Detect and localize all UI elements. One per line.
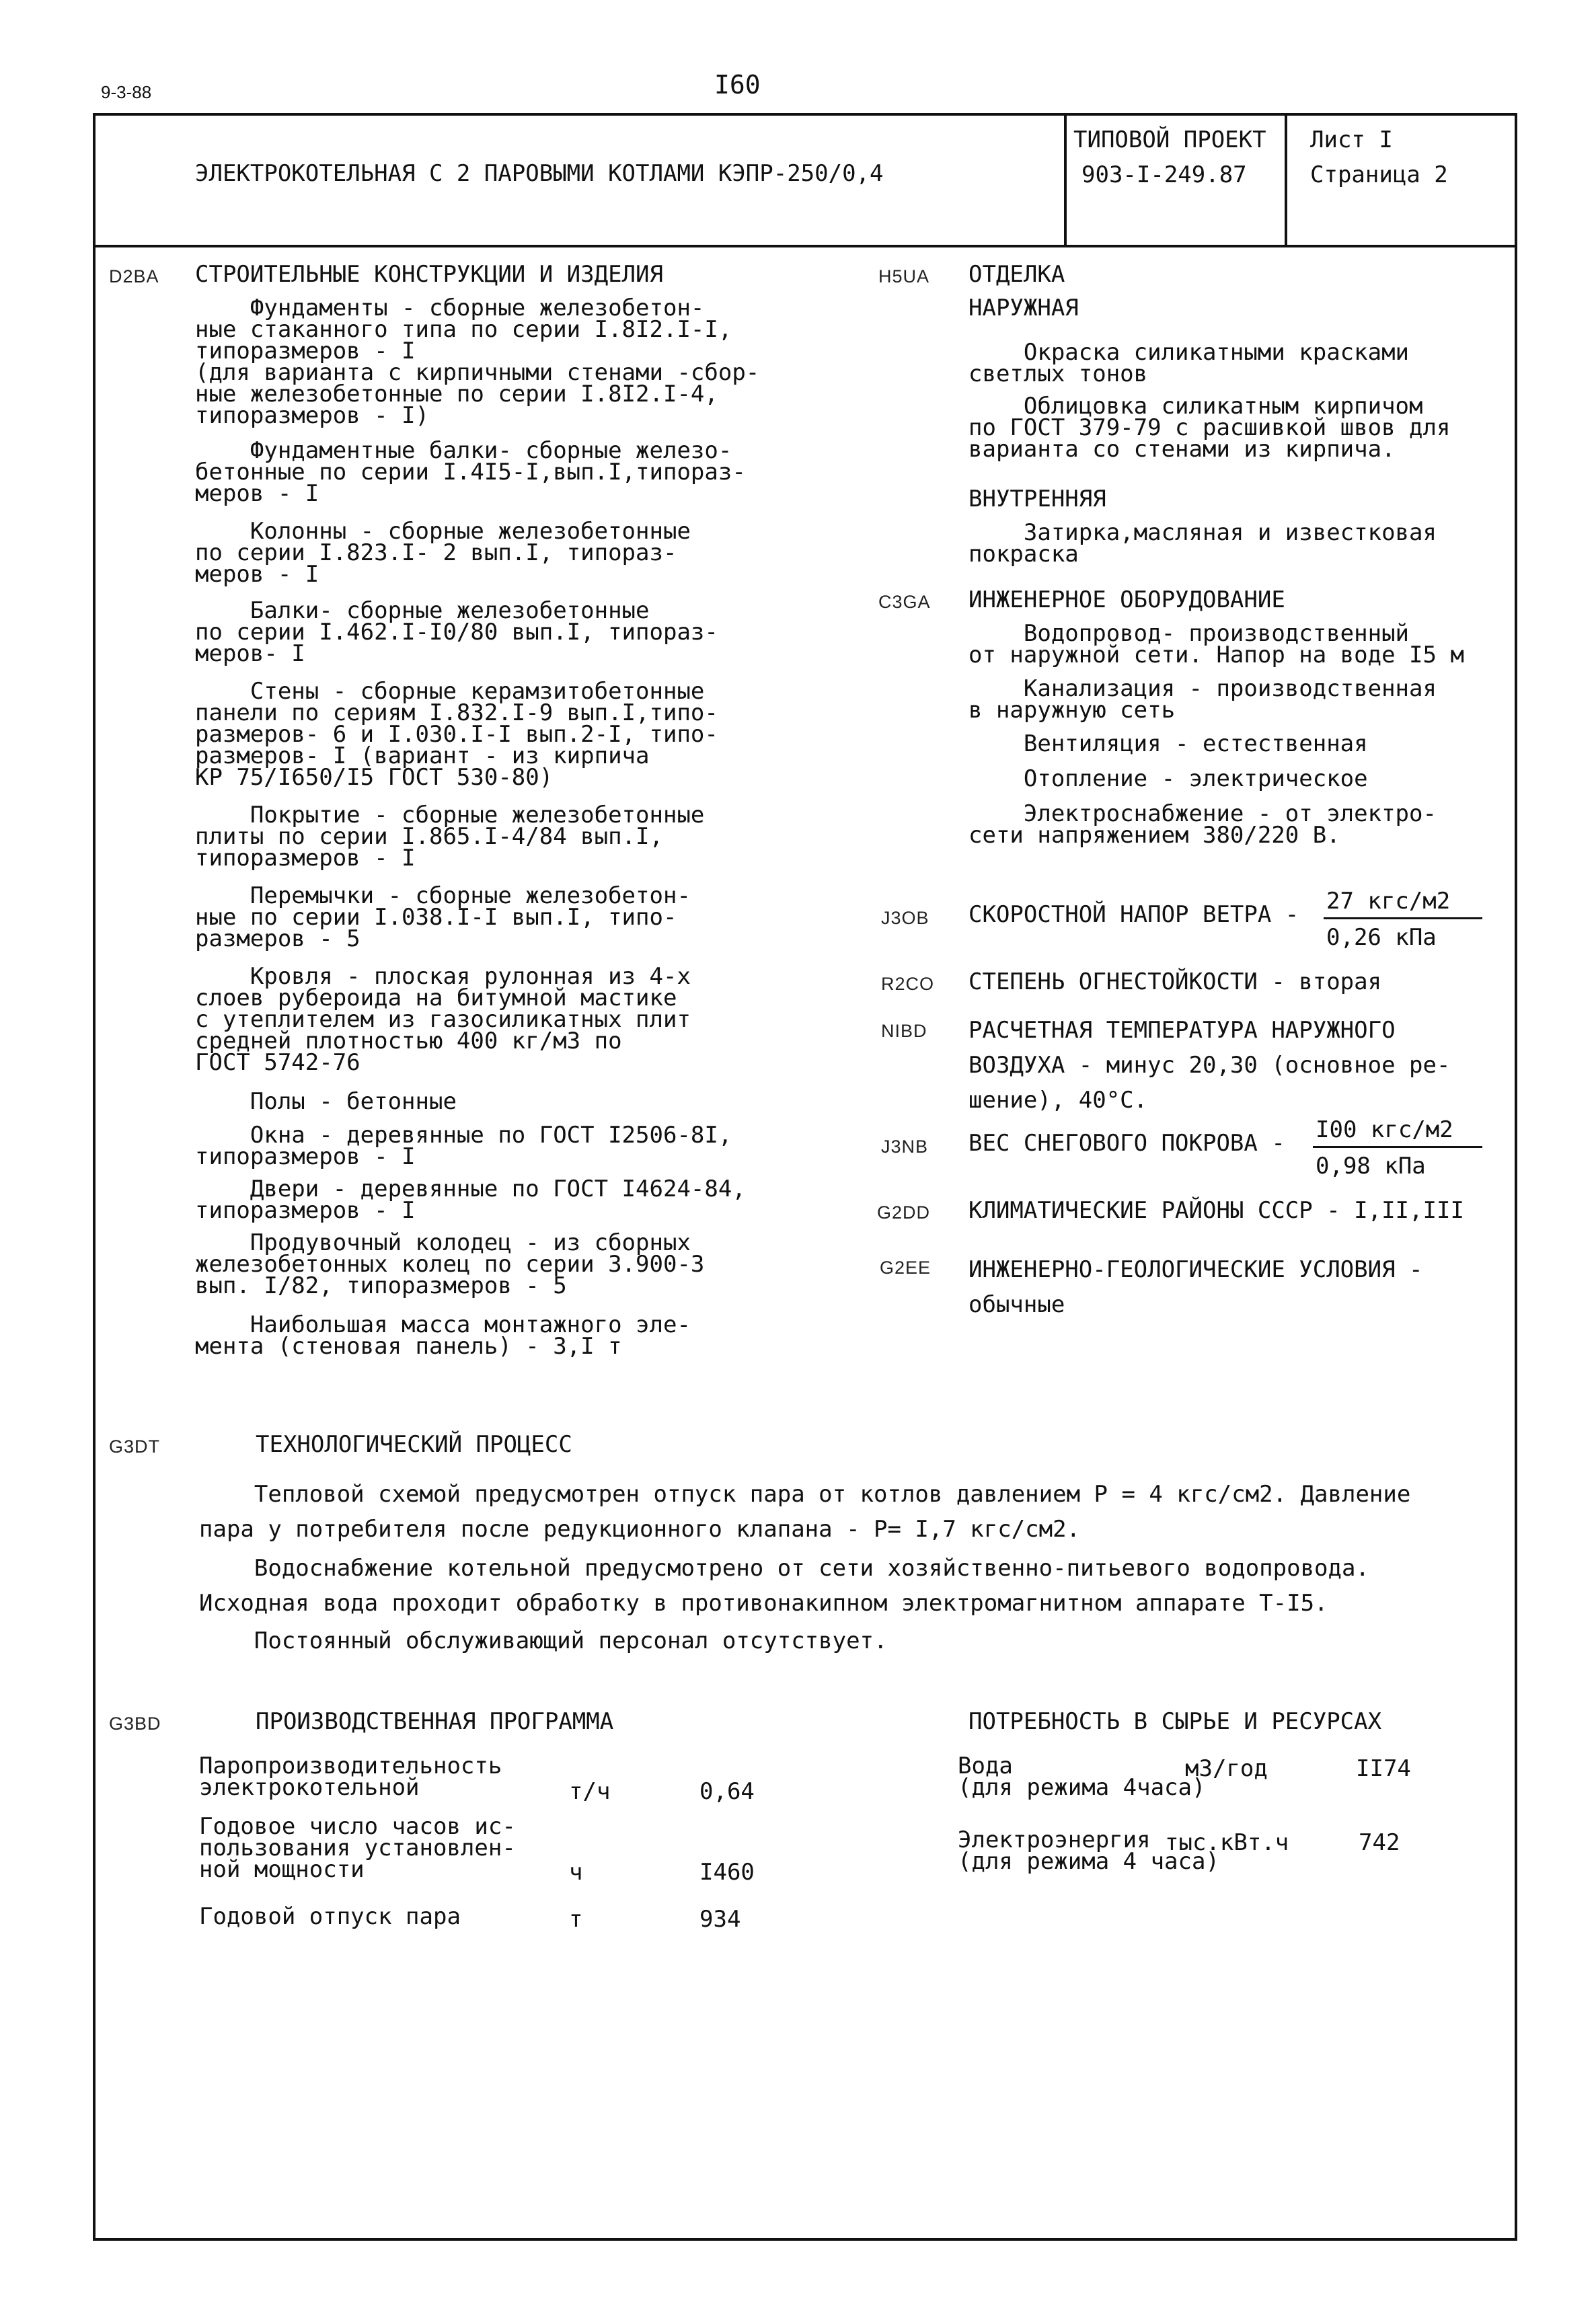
construction-foundations: Фундаменты - сборные железобетон- ные стаканного типа по серии I.8I2.I-I, типоразмеров - I (для варианта с кирпичными стенами -сбор- ные железобетонные по серии I.8I2.I-4, типоразмеров - I) <box>195 295 760 429</box>
section-code: C3GA <box>878 592 931 612</box>
section-heading-resources: ПОТРЕБНОСТЬ В СЫРЬЕ И РЕСУРСАХ <box>968 1708 1382 1735</box>
section-code: J3NB <box>881 1137 929 1157</box>
geology-conditions: ИНЖЕНЕРНО-ГЕОЛОГИЧЕСКИЕ УСЛОВИЯ - обычные <box>968 1256 1423 1318</box>
construction-foundation-beams: Фундаментные балки- сборные железо- бетонные по серии I.4I5-I,вып.I,типораз- меров - I <box>195 437 746 507</box>
wind-pressure-label: СКОРОСТНОЙ НАПОР ВЕТРА - <box>968 901 1299 928</box>
wind-pressure-denominator: 0,26 кПа <box>1326 924 1437 951</box>
section-heading-finish: ОТДЕЛКА <box>968 261 1065 288</box>
program-row-value: 0,64 <box>699 1778 755 1805</box>
construction-max-mass: Наибольшая масса монтажного эле- мента (стеновая панель) - 3,I т <box>195 1311 691 1360</box>
process-staff: Постоянный обслуживающий персонал отсутствует. <box>199 1627 888 1654</box>
construction-windows: Окна - деревянные по ГОСТ I2506-8I, типоразмеров - I <box>195 1122 732 1170</box>
section-code: D2BA <box>109 266 159 286</box>
resource-row-unit: м3/год <box>1185 1755 1268 1782</box>
finish-inner-heading: ВНУТРЕННЯЯ <box>968 486 1106 512</box>
construction-doors: Двери - деревянные по ГОСТ I4624-84, типоразмеров - I <box>195 1176 746 1224</box>
section-code: J3OB <box>881 908 929 928</box>
program-row-name: Годовой отпуск пара <box>199 1903 461 1930</box>
section-heading-program: ПРОИЗВОДСТВЕННАЯ ПРОГРАММА <box>256 1708 614 1735</box>
process-steam: Тепловой схемой предусмотрен отпуск пара от котлов давлением Р = 4 кгс/см2. Давление пара у потребителя после редукционного клапана - Р= I,7 кгс/см2. <box>199 1481 1411 1543</box>
finish-inner-paint: Затирка,масляная и известковая покраска <box>968 519 1437 568</box>
design-temperature: РАСЧЕТНАЯ ТЕМПЕРАТУРА НАРУЖНОГО ВОЗДУХА - минус 20,30 (основное ре- шение), 40°С. <box>968 1017 1451 1114</box>
program-row-value: I460 <box>699 1859 755 1886</box>
construction-roof: Кровля - плоская рулонная из 4-х слоев рубероида на битумной мастике с утеплителем из газосиликатных плит средней плотностью 400 кг/м3 по ГОСТ 5742-76 <box>195 963 691 1076</box>
sheet-label: Лист I <box>1310 126 1393 153</box>
project-label: ТИПОВОЙ ПРОЕКТ <box>1073 126 1266 153</box>
climate-regions: КЛИМАТИЧЕСКИЕ РАЙОНЫ СССР - I,II,III <box>968 1197 1464 1224</box>
fraction-line <box>1324 917 1482 919</box>
snow-load-denominator: 0,98 кПа <box>1316 1153 1426 1180</box>
finish-outer-paint: Окраска силикатными красками светлых тонов <box>968 339 1410 387</box>
resource-row-name: Вода (для режима 4часа) <box>958 1753 1206 1801</box>
program-row-unit: ч <box>569 1859 583 1886</box>
section-code: NIBD <box>881 1021 927 1041</box>
program-row-name: Годовое число часов ис- пользования установлен- ной мощности <box>199 1813 516 1883</box>
construction-roofing-slabs: Покрытие - сборные железобетонные плиты по серии I.865.I-4/84 вып.I, типоразмеров - I <box>195 802 705 872</box>
sheet-date: 9-3-88 <box>101 82 152 102</box>
construction-beams: Балки- сборные железобетонные по серии I.462.I-I0/80 вып.I, типораз- меров- I <box>195 597 718 667</box>
snow-load-label: ВЕС СНЕГОВОГО ПОКРОВА - <box>968 1130 1285 1157</box>
title-block-divider <box>1285 113 1287 247</box>
construction-drain-well: Продувочный колодец - из сборных железобетонных колец по серии 3.900-3 вып. I/82, типоразмеров - 5 <box>195 1229 705 1299</box>
resource-row-name: Электроэнергия (для режима 4 часа) <box>958 1826 1219 1875</box>
section-code: G3BD <box>109 1714 161 1734</box>
section-code: R2CO <box>881 974 935 994</box>
program-row-name: Паропроизводительность электрокотельной <box>199 1753 502 1801</box>
program-row-unit: т <box>569 1906 583 1933</box>
fraction-line <box>1313 1146 1482 1148</box>
section-heading-engineering: ИНЖЕНЕРНОЕ ОБОРУДОВАНИЕ <box>968 586 1285 613</box>
section-code: G2EE <box>880 1258 932 1278</box>
section-heading-construction: СТРОИТЕЛЬНЫЕ КОНСТРУКЦИИ И ИЗДЕЛИЯ <box>195 261 663 288</box>
title-block-divider <box>1064 113 1067 247</box>
construction-columns: Колонны - сборные железобетонные по серии I.823.I- 2 вып.I, типораз- меров - I <box>195 518 691 588</box>
snow-load-numerator: I00 кгс/м2 <box>1316 1116 1453 1143</box>
section-heading-process: ТЕХНОЛОГИЧЕСКИЙ ПРОЦЕСС <box>256 1431 572 1458</box>
engineering-heating: Отопление - электрическое <box>968 765 1368 792</box>
construction-floors: Полы - бетонные <box>195 1088 457 1115</box>
section-code: G3DT <box>109 1436 161 1457</box>
document-title: ЭЛЕКТРОКОТЕЛЬНАЯ С 2 ПАРОВЫМИ КОТЛАМИ КЭПР-250/0,4 <box>195 160 884 187</box>
page-number: I60 <box>714 70 761 100</box>
section-code: G2DD <box>877 1202 931 1223</box>
resource-row-value: II74 <box>1356 1755 1411 1782</box>
resource-row-value: 742 <box>1359 1829 1400 1856</box>
engineering-ventilation: Вентиляция - естественная <box>968 730 1368 757</box>
process-water: Водоснабжение котельной предусмотрено от сети хозяйственно-питьевого водопровода. Исходная вода проходит обработку в противонакипном электромагнитном аппарате Т-I5. <box>199 1555 1369 1617</box>
program-row-value: 934 <box>699 1906 741 1933</box>
section-code: H5UA <box>878 266 930 286</box>
engineering-water: Водопровод- производственный от наружной сети. Напор на воде I5 м <box>968 620 1464 668</box>
finish-outer-heading: НАРУЖНАЯ <box>968 295 1079 321</box>
project-number: 903-I-249.87 <box>1081 161 1247 188</box>
construction-lintels: Перемычки - сборные железобетон- ные по серии I.038.I-I вып.I, типо- размеров - 5 <box>195 882 691 952</box>
engineering-power: Электроснабжение - от электро- сети напряжением 380/220 В. <box>968 800 1437 849</box>
engineering-sewage: Канализация - производственная в наружную сеть <box>968 675 1437 724</box>
program-row-unit: т/ч <box>569 1778 611 1805</box>
construction-walls: Стены - сборные керамзитобетонные панели по сериям I.832.I-9 вып.I,типо- размеров- 6 и I.030.I-I вып.2-I, типо- размеров- I (вариант - из кирпича КР 75/I650/I5 ГОСТ 530-80) <box>195 678 718 791</box>
resource-row-unit: тыс.кВт.ч <box>1165 1829 1289 1856</box>
wind-pressure-numerator: 27 кгс/м2 <box>1326 888 1451 915</box>
fire-resistance: СТЕПЕНЬ ОГНЕСТОЙКОСТИ - вторая <box>968 968 1382 995</box>
page-label: Страница 2 <box>1310 161 1448 188</box>
finish-outer-cladding: Облицовка силикатным кирпичом по ГОСТ 379-79 с расшивкой швов для варианта со стенами из кирпича. <box>968 393 1451 463</box>
